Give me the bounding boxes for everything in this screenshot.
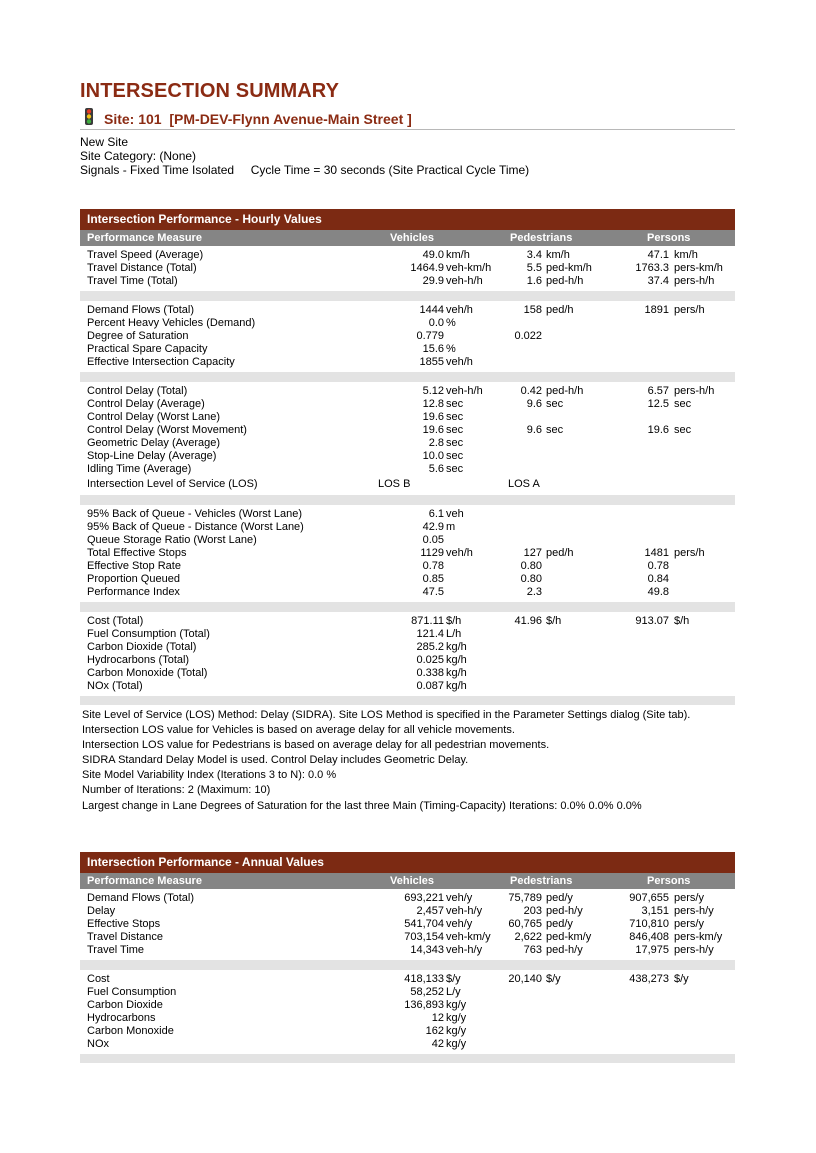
- table-row: [80, 973, 735, 986]
- note: Site Model Variability Index (Iterations 3 to N): 0.0 %: [82, 769, 337, 782]
- row-label: Effective Intersection Capacity: [87, 356, 235, 368]
- vehicles-unit: L/h: [446, 628, 462, 640]
- pedestrians-value: 20,140: [508, 973, 542, 985]
- persons-value: 47.1: [647, 249, 669, 261]
- row-label: Cost (Total): [87, 615, 144, 627]
- persons-unit: pers-h/y: [674, 905, 714, 917]
- pedestrians-unit: ped/h: [546, 304, 574, 316]
- table-row: [80, 249, 735, 262]
- vehicles-unit: kg/h: [446, 654, 467, 666]
- persons-value: 907,655: [629, 892, 669, 904]
- row-label: Cost: [87, 973, 110, 985]
- vehicles-value: 2.8: [428, 437, 444, 449]
- row-label: Control Delay (Worst Lane): [87, 411, 221, 423]
- vehicles-value: 6.1: [428, 508, 444, 520]
- vehicles-value: 15.6: [422, 343, 444, 355]
- vehicles-value: 2,457: [416, 905, 444, 917]
- vehicles-value: 47.5: [422, 586, 444, 598]
- vehicles-unit: sec: [446, 450, 464, 462]
- pedestrians-unit: $/y: [546, 973, 561, 985]
- vehicles-value: 10.0: [422, 450, 444, 462]
- vehicles-value: 1444: [419, 304, 444, 316]
- row-label: Travel Speed (Average): [87, 249, 204, 261]
- row-label: Travel Distance: [87, 931, 164, 943]
- vehicles-value: 0.338: [416, 667, 444, 679]
- pedestrians-value: 75,789: [508, 892, 542, 904]
- persons-unit: pers-km/y: [674, 931, 723, 943]
- vehicles-unit: sec: [446, 437, 464, 449]
- pedestrians-value: 2.3: [526, 586, 542, 598]
- vehicles-value: 1464.9: [410, 262, 444, 274]
- persons-unit: pers-h/y: [674, 944, 714, 956]
- table-row: [80, 317, 735, 330]
- row-label: Travel Time: [87, 944, 145, 956]
- table-row: [80, 586, 735, 599]
- vehicles-value: 29.9: [422, 275, 444, 287]
- pedestrians-unit: ped-h/y: [546, 944, 583, 956]
- vehicles-unit: sec: [446, 398, 464, 410]
- note: SIDRA Standard Delay Model is used. Control Delay includes Geometric Delay.: [82, 754, 469, 767]
- note: Largest change in Lane Degrees of Saturation for the last three Main (Timing-Capacity) Iterations: 0.0% 0.0% 0.0%: [82, 799, 642, 812]
- vehicles-value: 58,252: [410, 986, 444, 998]
- vehicles-value: 0.025: [416, 654, 444, 666]
- persons-value: 3,151: [641, 905, 669, 917]
- vehicles-unit: veh/y: [446, 892, 473, 904]
- vehicles-unit: sec: [446, 411, 464, 423]
- pedestrians-value: 158: [523, 304, 542, 316]
- vehicles-unit: %: [446, 343, 456, 355]
- vehicles-value: 418,133: [404, 973, 444, 985]
- note: Intersection LOS value for Vehicles is based on average delay for all vehicle movements.: [82, 724, 515, 737]
- row-label: Fuel Consumption: [87, 986, 177, 998]
- row-label: Travel Time (Total): [87, 275, 178, 287]
- pedestrians-unit: ped-h/y: [546, 905, 583, 917]
- vehicles-value: 541,704: [404, 918, 444, 930]
- table-row: [80, 999, 735, 1012]
- pedestrians-value: 9.6: [526, 398, 542, 410]
- persons-value: 19.6: [647, 424, 669, 436]
- pedestrians-value: 9.6: [526, 424, 542, 436]
- table-row: [80, 398, 735, 411]
- pedestrians-unit: ped-km/y: [546, 931, 592, 943]
- pedestrians-value: 0.022: [514, 330, 542, 342]
- row-label: Effective Stops: [87, 918, 161, 930]
- vehicles-value: 285.2: [416, 641, 444, 653]
- row-label: Idling Time (Average): [87, 463, 192, 475]
- note: Number of Iterations: 2 (Maximum: 10): [82, 784, 271, 797]
- pedestrians-value: 41.96: [514, 615, 542, 627]
- persons-unit: pers/h: [674, 547, 705, 559]
- vehicles-value: 49.0: [422, 249, 444, 261]
- vehicles-unit: km/h: [446, 249, 470, 261]
- pedestrians-value: 0.80: [520, 573, 542, 585]
- hourly-row-group: [80, 382, 735, 495]
- site-heading: [80, 108, 735, 130]
- table-row: [80, 330, 735, 343]
- site-label: Site: 101 [PM-DEV-Flynn Avenue-Main Street ]: [104, 111, 412, 127]
- row-label: Demand Flows (Total): [87, 892, 194, 904]
- vehicles-unit: kg/h: [446, 667, 467, 679]
- persons-value: 37.4: [647, 275, 669, 287]
- table-row: [80, 262, 735, 275]
- pedestrians-value: 203: [523, 905, 542, 917]
- row-label: Effective Stop Rate: [87, 560, 181, 572]
- row-label: Queue Storage Ratio (Worst Lane): [87, 534, 257, 546]
- col-persons-header: Persons: [647, 232, 691, 244]
- persons-unit: pers-h/h: [674, 275, 715, 287]
- pedestrians-unit: km/h: [546, 249, 570, 261]
- hourly-column-headers: [80, 230, 735, 246]
- col-vehicles-header: Vehicles: [390, 232, 435, 244]
- table-row: [80, 892, 735, 905]
- table-row: [80, 534, 735, 547]
- table-row: [80, 944, 735, 957]
- persons-value: 710,810: [629, 918, 669, 930]
- persons-value: 846,408: [629, 931, 669, 943]
- vehicles-unit: $/h: [446, 615, 462, 627]
- vehicles-value: 14,343: [410, 944, 444, 956]
- table-row: [80, 641, 735, 654]
- table-row: [80, 476, 735, 492]
- pedestrians-value: 2,622: [514, 931, 542, 943]
- persons-value: 49.8: [647, 586, 669, 598]
- vehicles-value: 871.11: [411, 615, 444, 627]
- vehicles-value: 1129: [420, 547, 444, 559]
- row-label: Control Delay (Total): [87, 385, 188, 397]
- vehicles-value: 12.8: [422, 398, 444, 410]
- vehicles-value: 19.6: [422, 424, 444, 436]
- vehicles-unit: kg/y: [446, 1012, 467, 1024]
- table-row: [80, 931, 735, 944]
- row-label: Percent Heavy Vehicles (Demand): [87, 317, 256, 329]
- vehicles-value: 0.78: [422, 560, 444, 572]
- table-row: [80, 1012, 735, 1025]
- row-label: Total Effective Stops: [87, 547, 187, 559]
- table-row: [80, 437, 735, 450]
- vehicles-value: 0.087: [416, 680, 444, 692]
- site-control: Signals - Fixed Time Isolated Cycle Time = 30 seconds (Site Practical Cycle Time): [80, 163, 530, 177]
- table-row: [80, 450, 735, 463]
- table-row: [80, 463, 735, 476]
- persons-value: 17,975: [635, 944, 669, 956]
- row-label: Carbon Dioxide: [87, 999, 163, 1011]
- row-label: Degree of Saturation: [87, 330, 189, 342]
- hourly-table-title: Intersection Performance - Hourly Values: [80, 209, 735, 230]
- vehicles-value: 5.6: [428, 463, 444, 475]
- vehicles-value: 0.0: [428, 317, 444, 329]
- vehicles-value: 693,221: [404, 892, 444, 904]
- row-label: Performance Index: [87, 586, 180, 598]
- pedestrians-value: 5.5: [526, 262, 542, 274]
- persons-unit: $/y: [674, 973, 689, 985]
- vehicles-unit: kg/y: [446, 1025, 467, 1037]
- vehicles-unit: $/y: [446, 973, 461, 985]
- persons-value: 0.84: [647, 573, 669, 585]
- table-row: [80, 918, 735, 931]
- vehicles-unit: kg/h: [446, 641, 467, 653]
- persons-unit: pers/y: [674, 918, 704, 930]
- vehicles-unit: veh-h/y: [446, 944, 483, 956]
- row-label: Stop-Line Delay (Average): [87, 450, 217, 462]
- vehicles-unit: veh-km/y: [446, 931, 491, 943]
- table-row: [80, 1038, 735, 1051]
- vehicles-unit: veh/h: [446, 547, 473, 559]
- persons-unit: pers/y: [674, 892, 704, 904]
- row-label: Practical Spare Capacity: [87, 343, 208, 355]
- table-row: [80, 547, 735, 560]
- persons-value: 6.57: [647, 385, 669, 397]
- pedestrians-unit: ped/y: [546, 918, 573, 930]
- hourly-table-body: [80, 246, 735, 696]
- vehicles-value: 0.85: [422, 573, 444, 585]
- vehicles-unit: veh-h/h: [446, 385, 483, 397]
- pedestrians-unit: ped/h: [546, 547, 574, 559]
- table-row: [80, 411, 735, 424]
- pedestrians-unit: ped/y: [546, 892, 573, 904]
- vehicles-unit: veh-h/y: [446, 905, 483, 917]
- table-row: [80, 304, 735, 317]
- vehicles-value: 0.05: [422, 534, 444, 546]
- pedestrians-value: 0.80: [520, 560, 542, 572]
- persons-value: 12.5: [647, 398, 669, 410]
- row-label: NOx: [87, 1038, 109, 1050]
- vehicles-unit: veh: [446, 508, 464, 520]
- table-row: [80, 385, 735, 398]
- notes: [82, 708, 690, 814]
- vehicles-unit: veh/h: [446, 356, 473, 368]
- table-row: [80, 560, 735, 573]
- row-label: 95% Back of Queue - Distance (Worst Lane): [87, 521, 304, 533]
- col-measure-header: Performance Measure: [87, 232, 202, 244]
- col-pedestrians-header: Pedestrians: [510, 875, 573, 887]
- row-label: 95% Back of Queue - Vehicles (Worst Lane): [87, 508, 303, 520]
- table-row: [80, 654, 735, 667]
- row-label: Carbon Monoxide (Total): [87, 667, 208, 679]
- pedestrians-value: 3.4: [526, 249, 542, 261]
- table-row: [80, 1025, 735, 1038]
- row-label: Carbon Dioxide (Total): [87, 641, 197, 653]
- vehicles-value: 12: [431, 1012, 444, 1024]
- vehicles-value: 121.4: [416, 628, 444, 640]
- persons-unit: pers-km/h: [674, 262, 723, 274]
- vehicles-unit: veh-h/h: [446, 275, 483, 287]
- row-label: Demand Flows (Total): [87, 304, 194, 316]
- persons-value: 1763.3: [635, 262, 669, 274]
- pedestrians-value: 1.6: [526, 275, 542, 287]
- pedestrians-value: LOS A: [508, 478, 540, 490]
- annual-table-title: Intersection Performance - Annual Values: [80, 852, 735, 873]
- col-persons-header: Persons: [647, 875, 691, 887]
- persons-unit: pers/h: [674, 304, 705, 316]
- traffic-light-icon: [84, 108, 94, 131]
- persons-value: 0.78: [647, 560, 669, 572]
- site-name: New Site: [80, 135, 129, 149]
- pedestrians-unit: $/h: [546, 615, 562, 627]
- table-row: [80, 680, 735, 693]
- row-label: Control Delay (Worst Movement): [87, 424, 247, 436]
- hourly-row-group: [80, 246, 735, 291]
- table-row: [80, 615, 735, 628]
- vehicles-unit: kg/y: [446, 1038, 467, 1050]
- row-label: Geometric Delay (Average): [87, 437, 221, 449]
- col-vehicles-header: Vehicles: [390, 875, 435, 887]
- vehicles-unit: m: [446, 521, 456, 533]
- persons-value: 1891: [644, 304, 669, 316]
- vehicles-value: 42: [431, 1038, 444, 1050]
- hourly-row-group: [80, 505, 735, 602]
- row-label: Control Delay (Average): [87, 398, 205, 410]
- vehicles-unit: %: [446, 317, 456, 329]
- row-label: Hydrocarbons: [87, 1012, 156, 1024]
- table-row: [80, 986, 735, 999]
- persons-unit: $/h: [674, 615, 690, 627]
- vehicles-value: 5.12: [422, 385, 444, 397]
- persons-value: 1481: [644, 547, 669, 559]
- persons-unit: pers-h/h: [674, 385, 715, 397]
- vehicles-value: 42.9: [422, 521, 444, 533]
- col-pedestrians-header: Pedestrians: [510, 232, 573, 244]
- row-label: Delay: [87, 905, 116, 917]
- persons-unit: km/h: [674, 249, 698, 261]
- pedestrians-unit: sec: [546, 398, 564, 410]
- row-label: Intersection Level of Service (LOS): [87, 478, 258, 490]
- table-row: [80, 508, 735, 521]
- annual-table: [80, 852, 735, 1063]
- persons-unit: sec: [674, 398, 692, 410]
- vehicles-value: 0.779: [416, 330, 444, 342]
- page-title: INTERSECTION SUMMARY: [80, 80, 340, 102]
- pedestrians-value: 0.42: [520, 385, 542, 397]
- row-label: Travel Distance (Total): [87, 262, 197, 274]
- annual-row-group: [80, 889, 735, 960]
- pedestrians-unit: ped-km/h: [546, 262, 592, 274]
- pedestrians-unit: sec: [546, 424, 564, 436]
- persons-value: 438,273: [629, 973, 669, 985]
- table-row: [80, 275, 735, 288]
- pedestrians-value: 763: [523, 944, 542, 956]
- vehicles-unit: kg/h: [446, 680, 467, 692]
- vehicles-value: LOS B: [378, 478, 411, 490]
- pedestrians-unit: ped-h/h: [546, 275, 584, 287]
- table-row: [80, 628, 735, 641]
- vehicles-value: 703,154: [404, 931, 444, 943]
- vehicles-value: 162: [425, 1025, 444, 1037]
- vehicles-value: 136,893: [404, 999, 444, 1011]
- note: Intersection LOS value for Pedestrians is based on average delay for all pedestrian movements.: [82, 739, 550, 752]
- col-measure-header: Performance Measure: [87, 875, 202, 887]
- table-row: [80, 521, 735, 534]
- annual-table-body: [80, 889, 735, 1054]
- site-category: Site Category: (None): [80, 149, 197, 163]
- hourly-row-group: [80, 301, 735, 372]
- vehicles-unit: veh-km/h: [446, 262, 492, 274]
- table-row: [80, 573, 735, 586]
- vehicles-unit: veh/h: [446, 304, 473, 316]
- row-label: Fuel Consumption (Total): [87, 628, 210, 640]
- vehicles-unit: sec: [446, 424, 464, 436]
- vehicles-value: 1855: [419, 356, 444, 368]
- annual-column-headers: [80, 873, 735, 889]
- row-label: NOx (Total): [87, 680, 143, 692]
- hourly-table: [80, 209, 735, 705]
- pedestrians-value: 60,765: [508, 918, 542, 930]
- vehicles-unit: veh/y: [446, 918, 473, 930]
- note: Site Level of Service (LOS) Method: Delay (SIDRA). Site LOS Method is specified in the Parameter Settings dialog (Site tab).: [82, 709, 691, 721]
- row-label: Carbon Monoxide: [87, 1025, 174, 1037]
- table-row: [80, 905, 735, 918]
- table-row: [80, 343, 735, 356]
- table-row: [80, 424, 735, 437]
- vehicles-unit: sec: [446, 463, 464, 475]
- vehicles-unit: L/y: [446, 986, 461, 998]
- pedestrians-unit: ped-h/h: [546, 385, 584, 397]
- vehicles-value: 19.6: [422, 411, 444, 423]
- persons-value: 913.07: [635, 615, 669, 627]
- table-row: [80, 356, 735, 369]
- annual-row-group: [80, 970, 735, 1054]
- vehicles-unit: kg/y: [446, 999, 467, 1011]
- hourly-row-group: [80, 612, 735, 696]
- row-label: Hydrocarbons (Total): [87, 654, 190, 666]
- row-label: Proportion Queued: [87, 573, 180, 585]
- pedestrians-value: 127: [523, 547, 542, 559]
- table-row: [80, 667, 735, 680]
- persons-unit: sec: [674, 424, 692, 436]
